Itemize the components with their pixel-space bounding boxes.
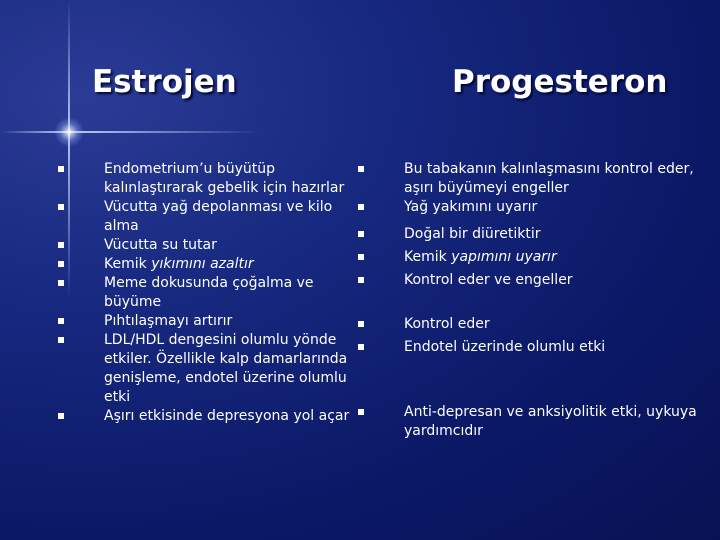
light-flare-center [54,117,84,147]
estrojen-item [56,236,356,255]
estrojen-item [56,198,356,236]
item-text: Aşırı etkisinde depresyona yol açar [104,408,350,424]
bullet-icon [358,321,364,327]
spacer [356,290,706,315]
item-text: Kemik [104,256,152,272]
estrojen-item [56,407,356,426]
progesteron-title: Progesteron [452,64,668,100]
light-flare-horizontal [0,131,260,133]
bullet-icon [58,261,64,267]
estrojen-item [56,312,356,331]
estrojen-item [56,274,356,312]
bullet-icon [358,166,364,172]
estrojen-item [56,331,356,407]
item-text: Doğal bir diüretiktir [404,226,541,242]
progesteron-item [356,160,706,198]
bullet-icon [58,242,64,248]
item-text: Vücutta su tutar [104,237,217,253]
item-text: Vücutta yağ depolanması ve kilo alma [104,199,333,234]
bullet-icon [358,277,364,283]
bullet-icon [58,413,64,419]
item-text: Meme dokusunda çoğalma ve büyüme [104,275,314,310]
spacer [356,357,706,403]
bullet-icon [358,254,364,260]
bullet-icon [58,280,64,286]
progesteron-item [356,315,706,334]
item-text: Kontrol eder ve engeller [404,272,573,288]
item-text: Kemik [404,249,452,265]
item-text: Endometrium’u büyütüp kalınlaştırarak gebelik için hazırlar [104,161,345,196]
bullet-icon [358,409,364,415]
item-text: LDL/HDL dengesini olumlu yönde etkiler. Özellikle kalp damarlarında genişleme, endotel üzerine olumlu etki [104,332,348,405]
bullet-icon [358,231,364,237]
item-text: Pıhtılaşmayı artırır [104,313,233,329]
spacer [356,217,706,225]
bullet-icon [358,344,364,350]
estrojen-item [56,160,356,198]
progesteron-item [356,248,706,267]
progesteron-item [356,198,706,217]
progesteron-item [356,338,706,357]
bullet-icon [58,204,64,210]
progesteron-bullet-list [356,160,706,441]
progesteron-item [356,225,706,244]
item-text-italic: yıkımını azaltır [151,256,254,272]
bullet-icon [58,166,64,172]
bullet-icon [58,337,64,343]
estrojen-item [56,255,356,274]
item-text: Anti-depresan ve anksiyolitik etki, uykuya yardımcıdır [404,404,697,439]
item-text: Kontrol eder [404,316,490,332]
estrojen-bullet-list [56,160,356,426]
item-text: Bu tabakanın kalınlaşmasını kontrol eder, aşırı büyümeyi engeller [404,161,694,196]
progesteron-item [356,271,706,290]
item-text-italic: yapımını uyarır [451,249,557,265]
bullet-icon [58,318,64,324]
estrojen-title: Estrojen [92,64,237,100]
item-text: Endotel üzerinde olumlu etki [404,339,606,355]
progesteron-item [356,403,706,441]
item-text: Yağ yakımını uyarır [404,199,538,215]
bullet-icon [358,204,364,210]
